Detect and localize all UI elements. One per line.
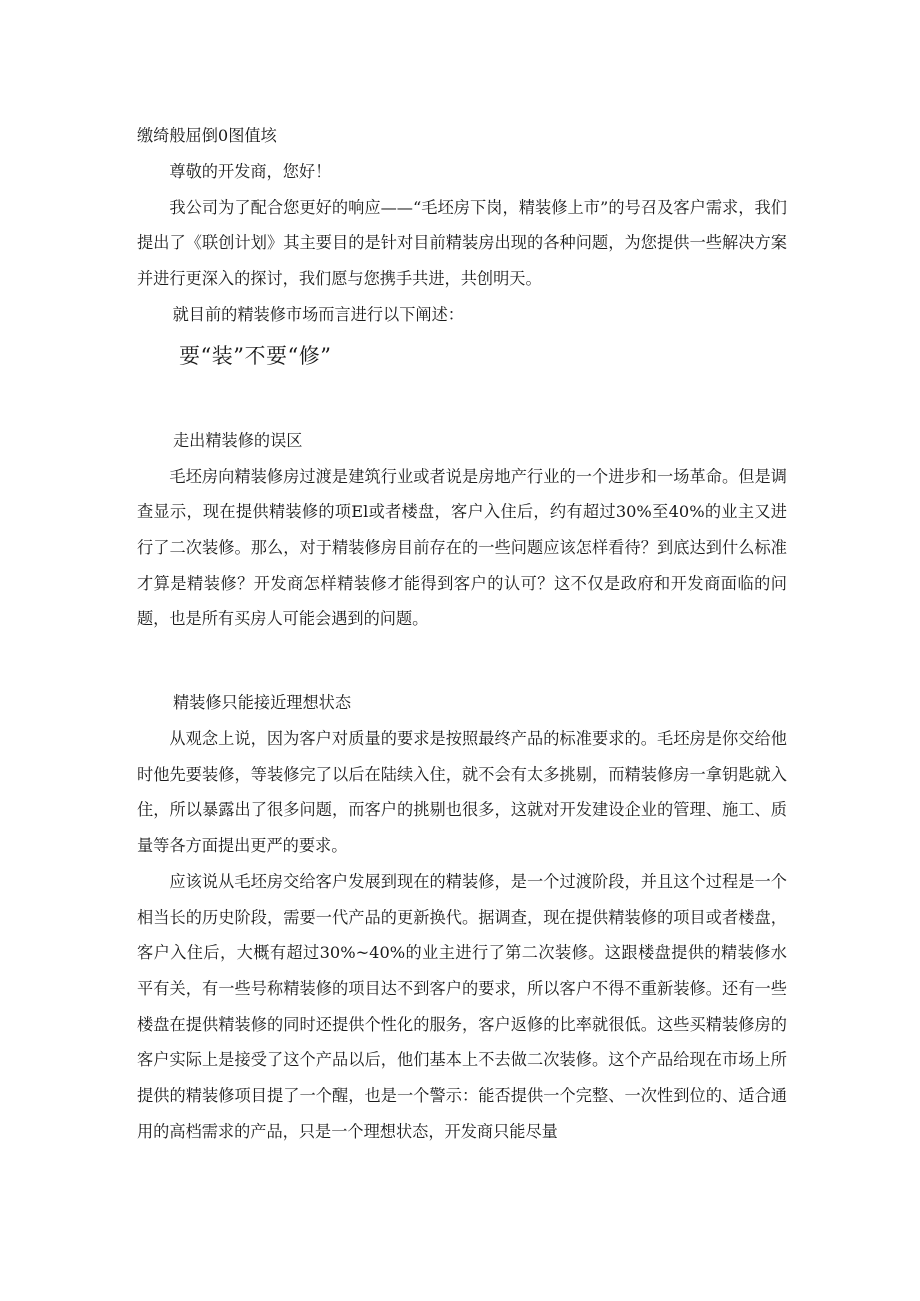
spacer — [137, 637, 787, 685]
spacer — [137, 377, 787, 423]
section-heading-ideal-state: 精装修只能接近理想状态 — [173, 693, 352, 713]
section-paragraph: 毛坯房向精装修房过渡是建筑行业或者说是房地产行业的一个进步和一场革命。但是调查显示，现在提供精装修的项El或者楼盘，客户入住后，约有超过30%至40%的业主又进行了二次装修。那么，对于精装修房目前存在的一些问题应该怎样看待？到底达到什么标准才算是精装修？开发商怎样精装修才能得到客户的认可？这不仅是政府和开发商面临的问题，也是所有买房人可能会遇到的问题。 — [137, 466, 787, 629]
greeting-line: 尊敬的开发商，您好！ — [169, 162, 332, 181]
intro-paragraph: 我公司为了配合您更好的响应——“毛坯房下岗，精装修上市”的号召及客户需求，我们提出了《联创计划》其主要目的是针对目前精装房出现的各种问题，为您提供一些解决方案并进行更深入的探讨，我们愿与您携手共进，共创明天。 — [137, 197, 787, 289]
section-paragraph: 应该说从毛坯房交给客户发展到现在的精装修，是一个过渡阶段，并且这个过程是一个相当长的历史阶段，需要一代产品的更新换代。据调查，现在提供精装修的项目或者楼盘，客户入住后，大概有超过30%~40%的业主进行了第二次装修。这跟楼盘提供的精装修水平有关，有一些号称精装修的项目达不到客户的要求，所以客户不得不重新装修。还有一些楼盘在提供精装修的同时还提供个性化的服务，客户返修的比率就很低。这些买精装修房的客户实际上是接受了这个产品以后，他们基本上不去做二次装修。这个产品给现在市场上所提供的精装修项目提了一个醒，也是一个警示：能否提供一个完整、一次性到位的、适合通用的高档需求的产品，只是一个理想状态，开发商只能尽量 — [137, 871, 787, 1141]
section-heading-misconceptions: 走出精装修的误区 — [173, 430, 303, 450]
document-body — [137, 118, 787, 1149]
garbled-header-text: 缴绮般屈倒0图值垓 — [137, 126, 277, 145]
slogan-title: 要“装”不要“修” — [179, 343, 332, 368]
lead-in-line: 就目前的精装修市场而言进行以下阐述： — [172, 304, 464, 324]
section-paragraph: 从观念上说，因为客户对质量的要求是按照最终产品的标准要求的。毛坯房是你交给他时他先要装修，等装修完了以后在陆续入住，就不会有太多挑剔，而精装修房一拿钥匙就入住，所以暴露出了很多问题，而客户的挑剔也很多，这就对开发建设企业的管理、施工、质量等各方面提出更严的要求。 — [137, 729, 787, 856]
